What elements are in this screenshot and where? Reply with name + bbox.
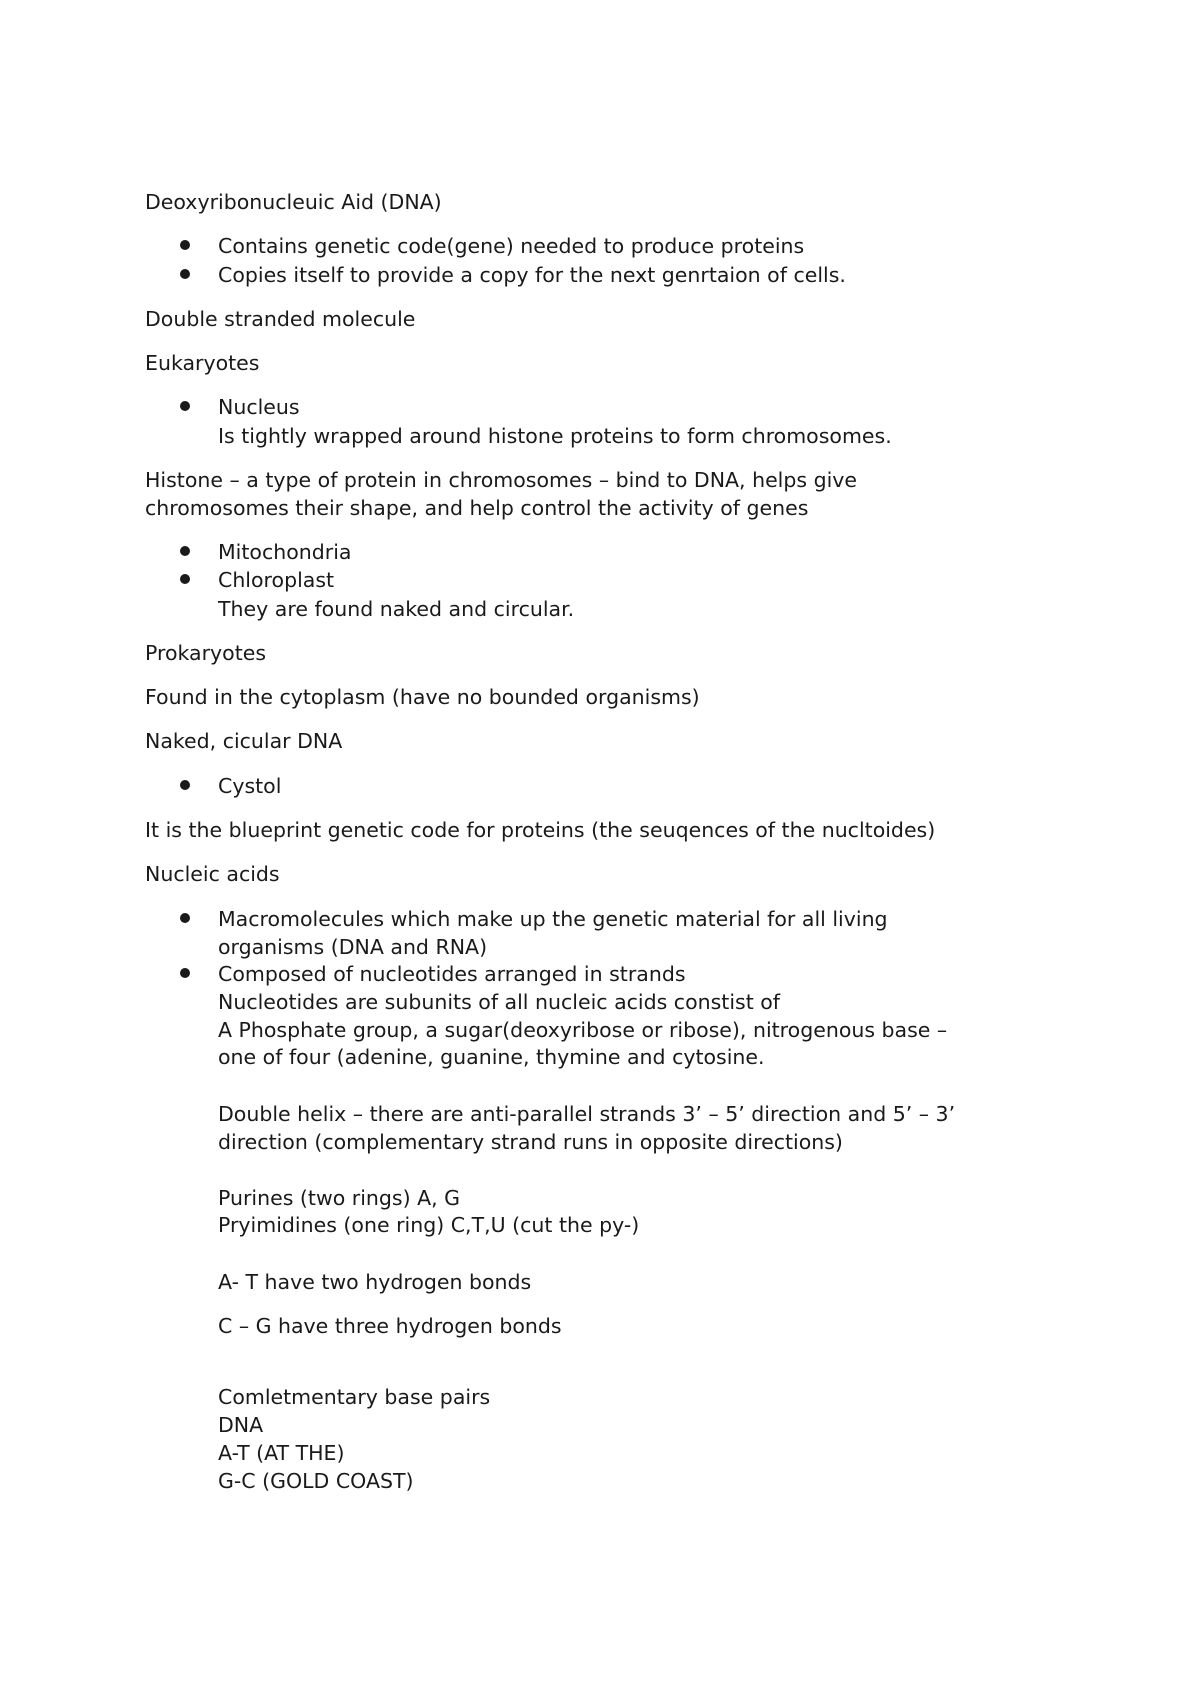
list-item: Composed of nucleotides arranged in strands xyxy=(218,962,686,986)
list-item: Contains genetic code(gene) needed to produce proteins xyxy=(218,234,805,258)
list-item-detail: one of four (adenine, guanine, thymine and cytosine. xyxy=(218,1045,765,1069)
list-item-detail: direction (complementary strand runs in opposite directions) xyxy=(218,1130,843,1154)
dna-heading: Deoxyribonucleuic Aid (DNA) xyxy=(145,190,442,214)
section-heading: Prokaryotes xyxy=(145,641,267,665)
list-item: Copies itself to provide a copy for the next genrtaion of cells. xyxy=(218,263,846,287)
list-item: Mitochondria xyxy=(218,540,352,564)
list-item-detail: C – G have three hydrogen bonds xyxy=(218,1314,562,1338)
list-item: Chloroplast xyxy=(218,568,335,592)
list-item-detail: Comletmentary base pairs xyxy=(218,1385,491,1409)
list-item: Macromolecules which make up the genetic material for all living xyxy=(218,907,888,931)
list-item-detail: A Phosphate group, a sugar(deoxyribose or ribose), nitrogenous base – xyxy=(218,1018,948,1042)
paragraph: chromosomes their shape, and help control the activity of genes xyxy=(145,496,809,520)
bullet-icon xyxy=(180,968,190,978)
bullet-icon xyxy=(180,269,190,279)
paragraph: Histone – a type of protein in chromosomes – bind to DNA, helps give xyxy=(145,468,858,492)
list-item-detail: They are found naked and circular. xyxy=(218,597,575,621)
list-item-detail: Double helix – there are anti-parallel strands 3’ – 5’ direction and 5’ – 3’ xyxy=(218,1102,956,1126)
list-item-detail: DNA xyxy=(218,1413,264,1437)
bullet-icon xyxy=(180,574,190,584)
paragraph: Found in the cytoplasm (have no bounded organisms) xyxy=(145,685,700,709)
list-item-detail: Nucleotides are subunits of all nucleic acids constist of xyxy=(218,990,781,1014)
list-item-detail: Purines (two rings) A, G xyxy=(218,1186,461,1210)
list-item-detail: A- T have two hydrogen bonds xyxy=(218,1270,532,1294)
bullet-icon xyxy=(180,401,190,411)
section-heading: Nucleic acids xyxy=(145,862,280,886)
paragraph: Double stranded molecule xyxy=(145,307,416,331)
bullet-icon xyxy=(180,780,190,790)
list-item: Nucleus xyxy=(218,395,300,419)
list-item-detail: Pryimidines (one ring) C,T,U (cut the py-) xyxy=(218,1213,640,1237)
bullet-icon xyxy=(180,913,190,923)
list-item-detail: G-C (GOLD COAST) xyxy=(218,1469,414,1493)
bullet-icon xyxy=(180,546,190,556)
bullet-icon xyxy=(180,240,190,250)
section-heading: Eukaryotes xyxy=(145,351,260,375)
paragraph: Naked, cicular DNA xyxy=(145,729,343,753)
list-item: organisms (DNA and RNA) xyxy=(218,935,488,959)
paragraph: It is the blueprint genetic code for proteins (the seuqences of the nucltoides) xyxy=(145,818,936,842)
list-item-detail: A-T (AT THE) xyxy=(218,1441,345,1465)
list-item: Cystol xyxy=(218,774,282,798)
list-item-detail: Is tightly wrapped around histone proteins to form chromosomes. xyxy=(218,424,892,448)
